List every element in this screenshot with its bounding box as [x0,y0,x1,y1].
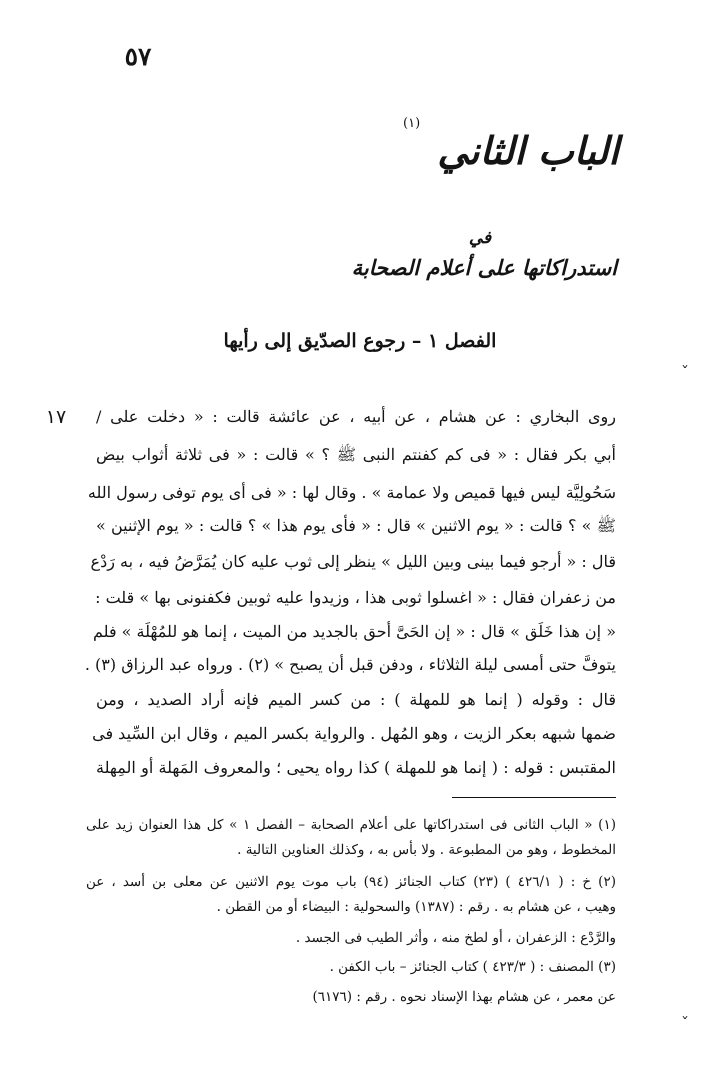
body-line: المقتبس : قوله : ( إنما هو للمهلة ) كذا رواه يحيى ؛ والمعروف المَهلة أو المِهلة [96,758,616,777]
chapter-subtitle: استدراكاتها على أعلام الصحابة [351,255,617,280]
body-line: ﷺ » ؟ قالت : « يوم الاثنين » قال : « فأى يوم هذا » ؟ قالت : « يوم الإثنين » [96,516,616,535]
body-line: من زعفران فقال : « اغسلوا ثوبى هذا ، وزيدوا عليه ثوبين فكفنونى بها » قلت : [95,588,616,607]
footnote-line: (٣) المصنف : ( ٤٢٣/٣ ) كتاب الجنائز – باب الكفن . [329,959,616,975]
chapter-footnote-ref: (١) [403,116,421,131]
section-title: الفصل ١ – رجوع الصدّيق إلى رأيها [223,330,497,352]
footnote-line: والرَّدْع : الزعفران ، أو لطخ منه ، وأثر الطيب فى الجسد . [295,930,616,946]
footnote-line: وهيب ، عن هشام به . رقم : (١٣٨٧) والسحولية : البيضاء أو من القطن . [216,899,616,915]
body-line: قال : وقوله ( إنما هو للمهلة ) : من كسر الميم فإنه أراد الصديد ، ومن [96,690,616,709]
margin-tick-mark: ˇ [681,1014,689,1033]
body-line: يتوفَّ حتى أمسى ليلة الثلاثاء ، ودفن قبل أن يصبح » (٢) . ورواه عبد الرزاق (٣) . [84,655,616,674]
body-line: قال : « أرجو فيما بينى وبين الليل » ينظر إلى ثوب عليه كان يُمَرَّضُ فيه ، به رَدْع [90,552,616,571]
margin-line-number: ١٧ [45,406,67,428]
footnote-line: المخطوط ، وهو من المطبوعة . ولا بأس به ، وكذلك العناوين التالية . [237,842,616,858]
body-line: سَحُولِيَّة ليس فيها قميص ولا عمامة » . وقال لها : « فى أى يوم توفى رسول الله [87,483,616,502]
footnote-line: عن معمر ، عن هشام بهذا الإسناد نحوه . رقم : (٦١٧٦) [312,989,616,1005]
body-line: « إن هذا خَلَق » قال : « إن الحَىَّ أحق بالجديد من الميت ، إنما هو للمُهْلَة » فلم [93,622,616,641]
body-line: أبي بكر فقال : « فى كم كفنتم النبى ﷺ ؟ » قالت : « فى ثلاثة أثواب بيض [96,445,616,464]
body-line: ضمها شبهه بعكر الزيت ، وهو المُهل . والرواية بكسر الميم ، وقال ابن السِّيد فى [92,724,616,743]
body-line: روى البخاري : عن هشام ، عن أبيه ، عن عائشة قالت : « دخلت على / [96,407,616,426]
margin-tick-mark: ˇ [681,363,689,382]
footnote-line: (٢) خ : ( ٤٢٦/١ ) (٢٣) كتاب الجنائز (٩٤) باب موت يوم الاثنين عن معلى بن أسد ، عن [86,874,616,890]
footnote-separator [452,797,616,798]
chapter-title: الباب الثاني [437,128,619,173]
chapter-subheading-fi: في [468,228,492,248]
footnote-line: (١) « الباب الثانى فى استدراكاتها على أعلام الصحابة – الفصل ١ » كل هذا العنوان زيد على [86,817,616,833]
page-number: ٥٧ [124,42,152,71]
